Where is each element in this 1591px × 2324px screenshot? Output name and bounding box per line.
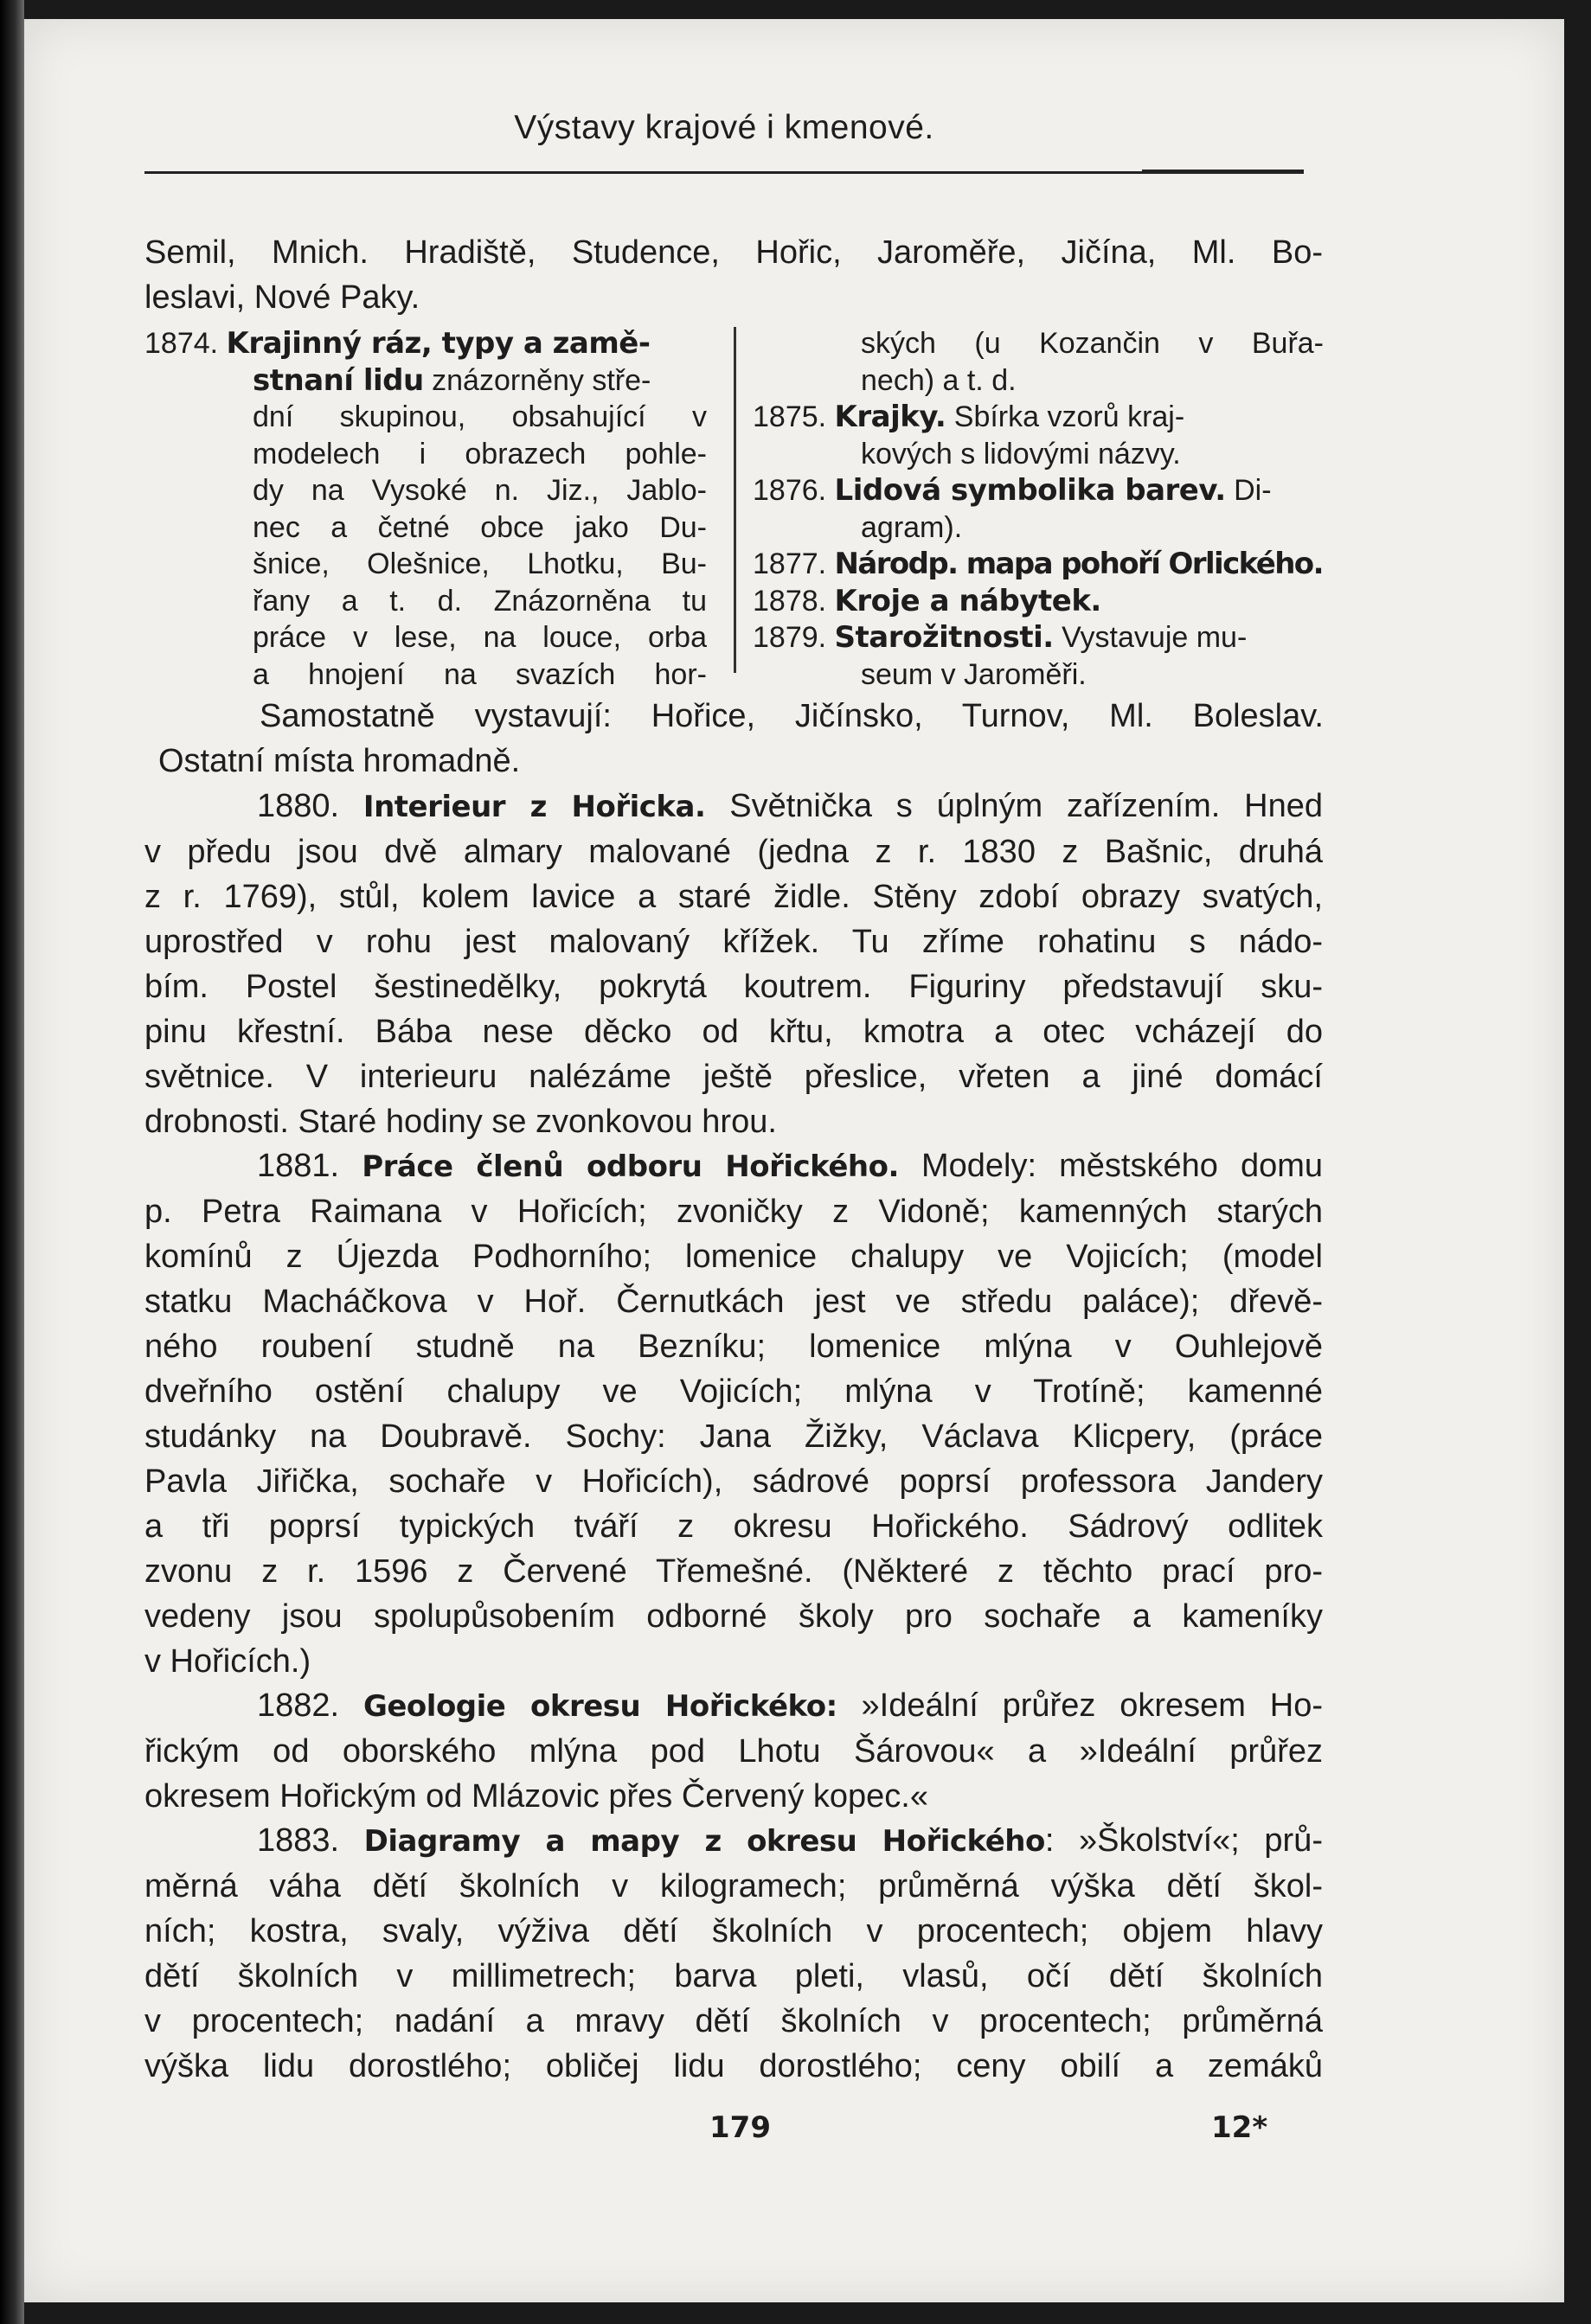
page-number: 179: [709, 2110, 771, 2145]
entry-number: 1876.: [753, 474, 827, 507]
body-line: studánky na Doubravě. Sochy: Jana Žižky, Václava Klicpery, (práce: [144, 1418, 1323, 1455]
entry-1875-line: [753, 399, 1324, 436]
body-line: v Hořicích.): [144, 1643, 311, 1680]
column-line: řany a t. d. Znázorněna tu: [253, 584, 707, 618]
header-rule: [144, 171, 1304, 174]
column-line: kových s lidovými názvy.: [861, 437, 1181, 471]
body-line: z r. 1769), stůl, kolem lavice a staré židle. Stěny zdobí obrazy svatých,: [144, 879, 1323, 915]
entry-title: Krajinný ráz, typy a zamě-: [226, 326, 651, 361]
column-line: nech) a t. d.: [861, 363, 1017, 397]
entry-text: Světnička s úplným zařízením. Hned: [705, 788, 1323, 824]
body-line: dveřního ostění chalupy ve Vojicích; mlýna v Trotíně; kamenné: [144, 1373, 1323, 1410]
entry-title: Kroje a nábytek.: [834, 583, 1101, 618]
body-line: zvonu z r. 1596 z Červené Třemešné. (Některé z těchto prací pro-: [144, 1553, 1323, 1590]
entry-text: : »Školství«; prů-: [1044, 1822, 1323, 1859]
entry-number: 1881.: [257, 1148, 340, 1184]
entry-1879-line: [753, 619, 1324, 656]
entry-title: Práce členů odboru Hořického.: [362, 1149, 899, 1184]
running-head: Výstavy krajové i kmenové.: [514, 109, 934, 146]
entry-number: 1874.: [144, 327, 219, 360]
column-line: seum v Jaroměři.: [861, 657, 1087, 691]
body-line: světnice. V interieuru nalézáme ještě přeslice, vřeten a jiné domácí: [144, 1059, 1323, 1095]
entry-number: 1878.: [753, 584, 827, 618]
entry-1874-line: [144, 362, 707, 400]
body-line: dětí školních v millimetrech; barva pleti, vlasů, očí dětí školních: [144, 1958, 1323, 1994]
entry-number: 1880.: [257, 788, 340, 824]
column-line: dní skupinou, obsahující v: [253, 400, 707, 433]
entry-text: Modely: městského domu: [898, 1148, 1324, 1184]
entry-1877-line: [753, 546, 1324, 583]
column-line: agram).: [861, 510, 963, 544]
entry-first-line: [144, 1683, 1323, 1729]
independent-line: [260, 694, 1324, 739]
entry-1878-line: [753, 583, 1324, 620]
body-line: drobnosti. Staré hodiny se zvonkovou hrou.: [144, 1104, 777, 1140]
header-rule-thick: [1142, 170, 1304, 174]
body-line: a tři poprsí typických tváří z okresu Hořického. Sádrový odlitek: [144, 1508, 1323, 1545]
body-line: ného roubení studně na Bezníku; lomenice mlýna v Ouhlejově: [144, 1328, 1323, 1365]
body-line: ních; kostra, svaly, výživa dětí školních v procentech; objem hlavy: [144, 1913, 1323, 1949]
column-line: nec a četné obce jako Du-: [253, 510, 707, 544]
column-divider: [734, 327, 736, 673]
entry-1876-line: [753, 472, 1324, 509]
entry-title: stnaní lidu: [253, 362, 424, 398]
entry-number: 1879.: [753, 621, 827, 654]
body-line: pinu křestní. Bába nese děcko od křtu, kmotra a otec vcházejí do: [144, 1014, 1323, 1050]
entry-text: Sbírka vzorů kraj-: [946, 400, 1185, 433]
entry-title: Interieur z Hořicka.: [362, 790, 706, 824]
intro-paragraph: [144, 230, 1323, 320]
body-line: okresem Hořickým od Mlázovic přes Červený kopec.«: [144, 1778, 928, 1815]
column-line: a hnojení na svazích hor-: [253, 657, 707, 691]
entry-first-line: [144, 1143, 1323, 1189]
entry-number: 1882.: [257, 1687, 340, 1724]
entry-number: 1883.: [257, 1822, 340, 1859]
entry-text: znázorněny stře-: [423, 363, 651, 397]
body-line: p. Petra Raimana v Hořicích; zvoničky z Vidoně; kamenných starých: [144, 1194, 1323, 1230]
body-line: uprostřed v rohu jest malovaný křížek. Tu zříme rohatinu s nádo-: [144, 924, 1323, 960]
entry-1881: [144, 1143, 1323, 1684]
entry-first-line: [144, 1818, 1323, 1864]
entry-first-line: [144, 784, 1323, 829]
column-line: modelech i obrazech pohle-: [253, 437, 707, 471]
body-line: v předu jsou dvě almary malované (jedna z r. 1830 z Bašnic, druhá: [144, 834, 1323, 870]
entry-title: Geologie okresu Hořickéko:: [362, 1689, 837, 1724]
entry-1882: [144, 1683, 1323, 1819]
entry-title: Diagramy a mapy z okresu Hořického: [363, 1824, 1045, 1859]
column-line: šnice, Olešnice, Lhotku, Bu-: [253, 547, 707, 580]
entry-text: Vystavuje mu-: [1053, 621, 1248, 654]
entry-number: 1877.: [753, 547, 827, 580]
body-line: komínů z Újezda Podhorního; lomenice chalupy ve Vojicích; (model: [144, 1239, 1323, 1275]
body-line: řickým od oborského mlýna pod Lhotu Šárovou« a »Ideální průřez: [144, 1733, 1323, 1770]
entry-title: Národp. mapa pohoří Orlického.: [834, 547, 1323, 581]
right-column: [753, 325, 1324, 693]
signature-mark: 12*: [1211, 2110, 1268, 2145]
body-line: bím. Postel šestinedělky, pokrytá koutrem. Figuriny představují sku-: [144, 969, 1323, 1005]
entry-1883: [144, 1818, 1323, 2089]
column-line: ských (u Kozančin v Buřa-: [861, 327, 1324, 360]
left-column: [144, 325, 707, 693]
entry-1874-line: [144, 325, 707, 362]
body-line: Pavla Jiřička, sochaře v Hořicích), sádrové poprsí professora Jandery: [144, 1463, 1323, 1500]
entry-title: Krajky.: [834, 400, 946, 434]
intro-line: leslavi, Nové Paky.: [144, 279, 420, 316]
book-spine-shadow: [0, 0, 24, 2324]
body-line: výška lidu dorostlého; obličej lidu dorostlého; ceny obilí a zemáků: [144, 2048, 1323, 2084]
body-line: měrná váha dětí školních v kilogramech; průměrná výška dětí škol-: [144, 1868, 1323, 1905]
entry-title: Starožitnosti.: [834, 620, 1054, 655]
entry-number: 1875.: [753, 400, 827, 433]
column-line: dy na Vysoké n. Jiz., Jablo-: [253, 474, 707, 507]
entry-text: Di-: [1225, 474, 1272, 507]
independent-text: Samostatně vystavují: Hořice, Jičínsko, Turnov, Ml. Boleslav.: [260, 698, 1324, 734]
intro-line: Semil, Mnich. Hradiště, Studence, Hořic, Jaroměře, Jičína, Ml. Bo-: [144, 234, 1323, 271]
entry-text: »Ideální průřez okresem Ho-: [837, 1687, 1324, 1724]
body-line: vedeny jsou spolupůsobením odborné školy pro sochaře a kameníky: [144, 1598, 1323, 1635]
body-line: statku Macháčkova v Hoř. Černutkách jest ve středu paláce); dřevě-: [144, 1284, 1323, 1320]
entry-title: Lidová symbolika barev.: [834, 473, 1226, 508]
body-line: v procentech; nadání a mravy dětí školních v procentech; průměrná: [144, 2003, 1323, 2039]
others-line: Ostatní místa hromadně.: [158, 743, 521, 779]
column-line: práce v lese, na louce, orba: [253, 621, 707, 654]
entry-1880: [144, 784, 1323, 1144]
